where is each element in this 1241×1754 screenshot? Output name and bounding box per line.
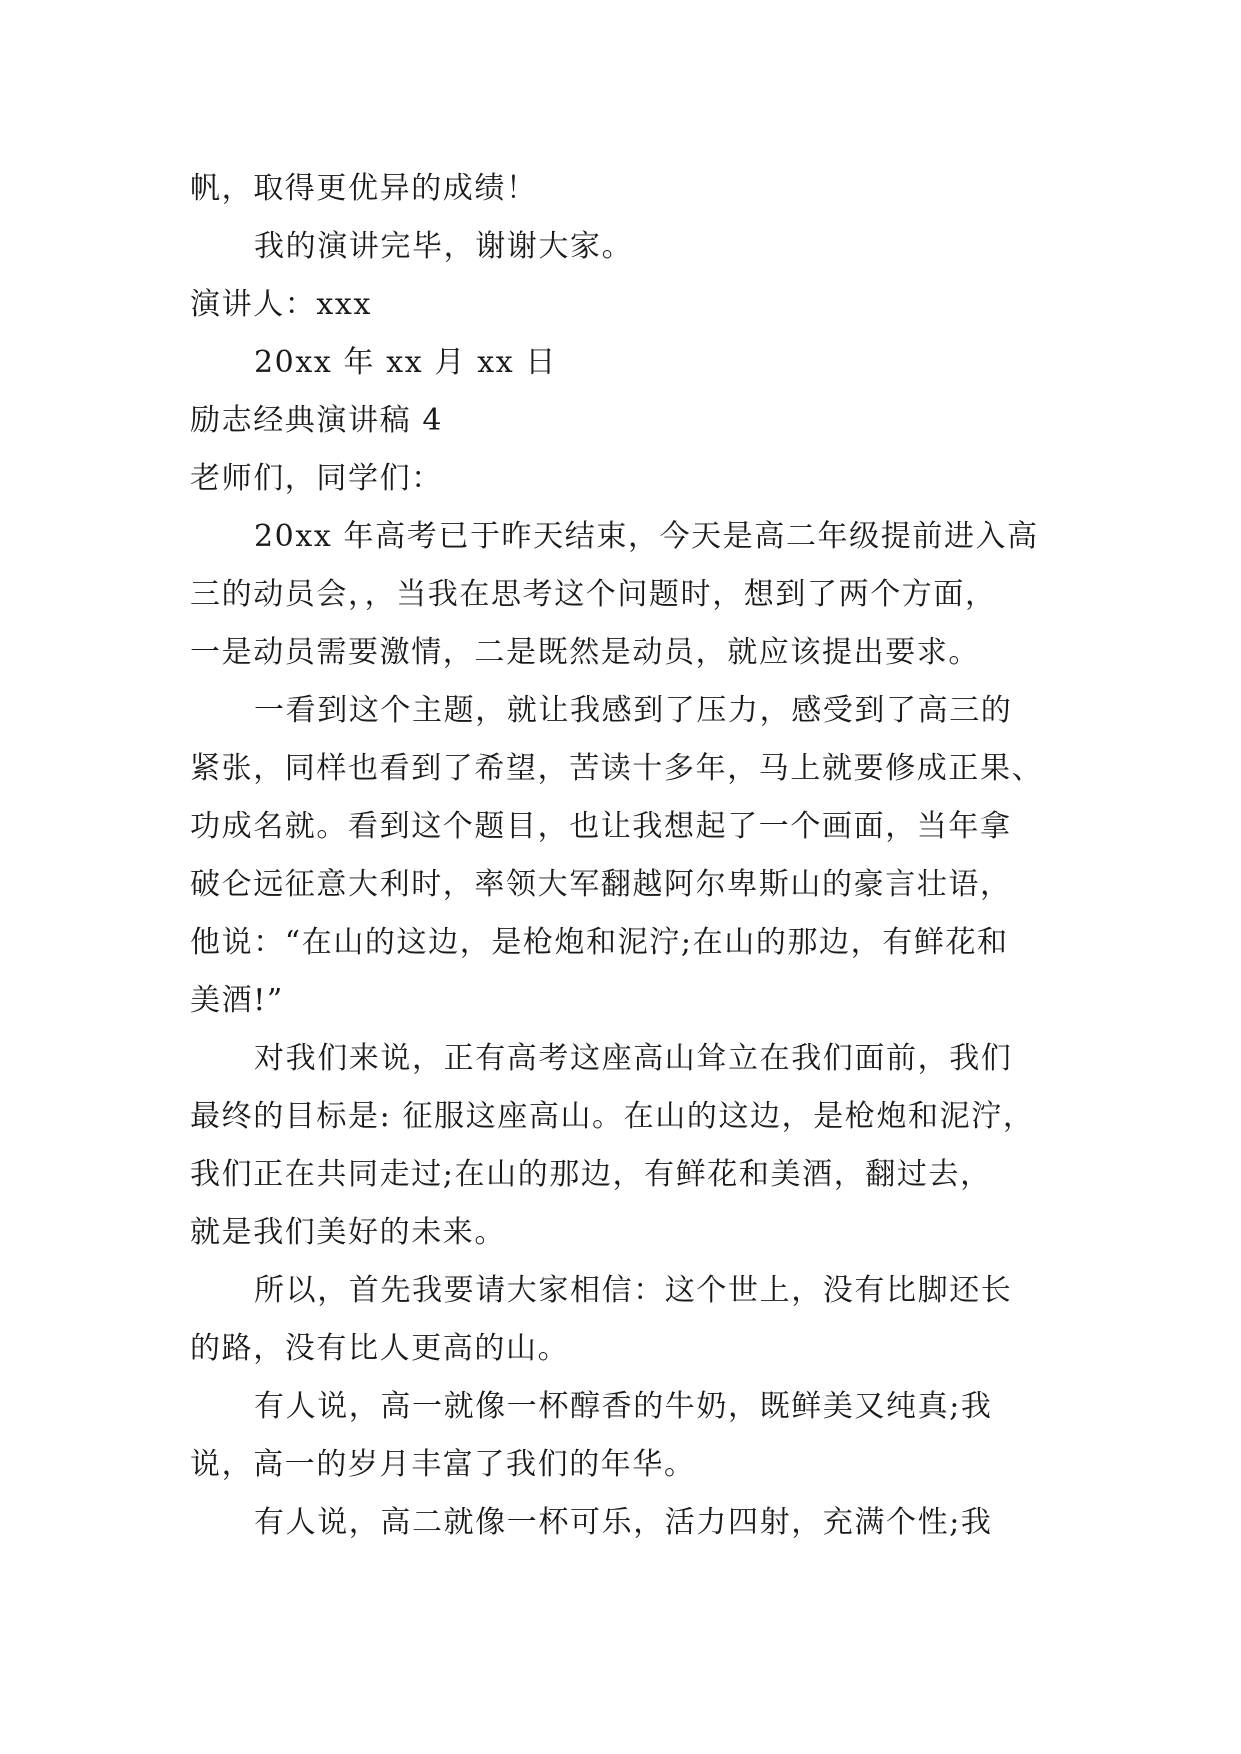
text-line: 的路，没有比人更高的山。: [190, 1331, 570, 1366]
text-line: 破仑远征意大利时，率领大军翻越阿尔卑斯山的豪言壮语，: [190, 867, 1012, 902]
text-line: 我的演讲完毕，谢谢大家。: [254, 229, 634, 264]
speaker-line: 演讲人：xxx: [190, 287, 372, 322]
text-line: 美酒!”: [190, 983, 284, 1018]
document-body: [190, 160, 1060, 1552]
text-line: 有人说，高二就像一杯可乐，活力四射，充满个性;我: [254, 1505, 993, 1540]
text-line: 最终的目标是: 征服这座高山。在山的这边，是枪炮和泥泞，: [190, 1099, 1035, 1134]
text-line: 20xx 年高考已于昨天结束，今天是高二年级提前进入高: [254, 519, 1039, 554]
text-line: 说，高一的岁月丰富了我们的年华。: [190, 1447, 696, 1482]
text-line: 功成名就。看到这个题目，也让我想起了一个画面，当年拿: [190, 809, 1012, 844]
text-line: 一看到这个主题，就让我感到了压力，感受到了高三的: [254, 693, 1013, 728]
text-line: 对我们来说，正有高考这座高山耸立在我们面前，我们: [254, 1041, 1013, 1076]
text-line: 三的动员会，，当我在思考这个问题时，想到了两个方面，: [190, 577, 997, 612]
text-line: 一是动员需要激情，二是既然是动员，就应该提出要求。: [190, 635, 980, 670]
date-line: 20xx 年 xx 月 xx 日: [254, 345, 557, 380]
text-line: 所以，首先我要请大家相信：这个世上，没有比脚还长: [254, 1273, 1013, 1308]
text-line: 帆，取得更优异的成绩！: [190, 171, 538, 206]
text-line: 有人说，高一就像一杯醇香的牛奶，既鲜美又纯真;我: [254, 1389, 993, 1424]
text-line: 他说：“在山的这边，是枪炮和泥泞;在山的那边，有鲜花和: [190, 925, 1009, 960]
text-line: 紧张，同样也看到了希望，苦读十多年，马上就要修成正果、: [190, 751, 1044, 786]
text-line: 我们正在共同走过;在山的那边，有鲜花和美酒，翻过去，: [190, 1157, 992, 1192]
text-line: 就是我们美好的未来。: [190, 1215, 506, 1250]
section-title: 励志经典演讲稿 4: [190, 403, 444, 438]
salutation: 老师们，同学们：: [190, 461, 443, 496]
